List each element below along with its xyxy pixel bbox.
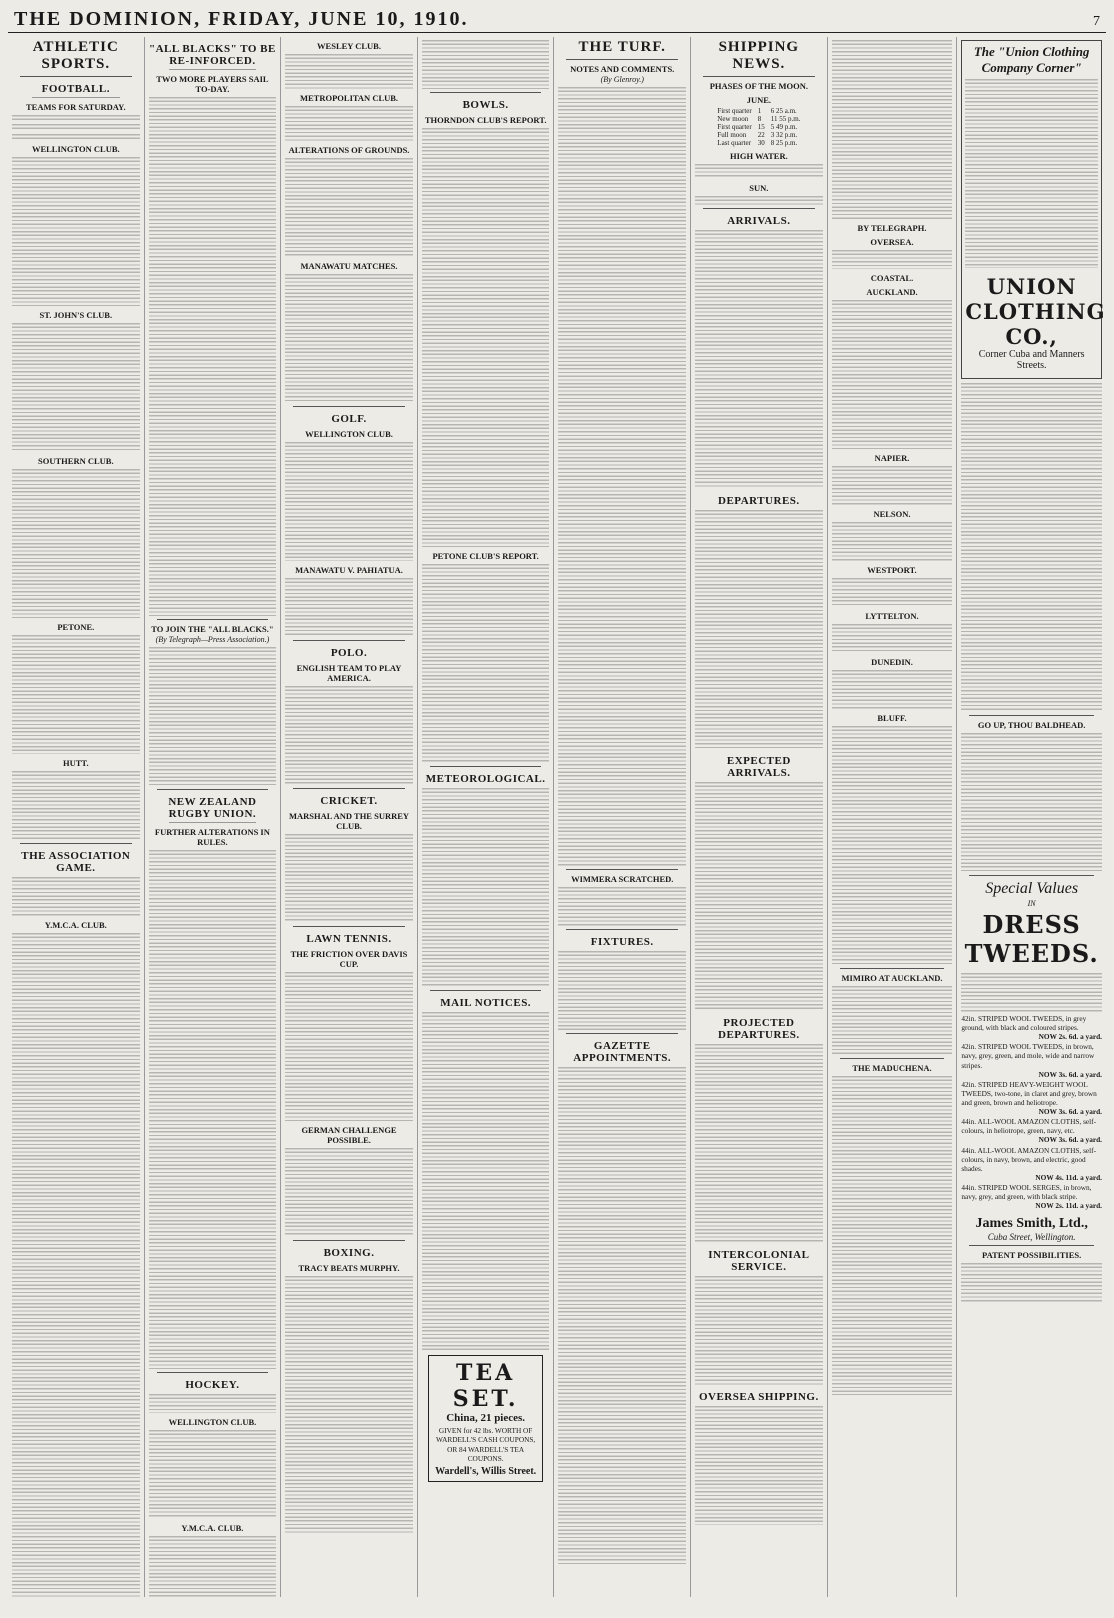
dateline: (By Telegraph—Press Association.) <box>155 635 270 644</box>
tweed-item <box>961 1042 1102 1078</box>
subheading: TEAMS FOR SATURDAY. <box>26 102 126 112</box>
subheading: THE ASSOCIATION GAME. <box>21 849 131 874</box>
column-shipping <box>691 37 828 1597</box>
article-heading: "ALL BLACKS" TO BE RE-INFORCED. <box>148 43 276 67</box>
column-sports-misc <box>281 37 418 1597</box>
club-heading: MANAWATU MATCHES. <box>300 261 398 271</box>
subheading: PHASES OF THE MOON. <box>709 81 808 91</box>
tweed-price: NOW 3s. 6d. a yard. <box>1038 1069 1102 1079</box>
tweed-list <box>961 1014 1102 1210</box>
moon-phase-day: 22 <box>757 131 765 139</box>
section-heading: THE TURF. <box>578 39 666 55</box>
moon-phase-day: 1 <box>757 107 762 115</box>
columns <box>8 37 1106 1597</box>
tea-set-text: GIVEN for 42 lbs. WORTH OF WARDELL'S CASH COUPONS, OR 84 WARDELL'S TEA COUPONS. <box>436 1426 536 1464</box>
article-heading: METEOROLOGICAL. <box>425 773 546 785</box>
tweed-description: 44in. ALL-WOOL AMAZON CLOTHS, self-colours, in navy, brown, and electric, good shades. <box>961 1145 1097 1173</box>
article-heading: GOLF. <box>331 413 367 425</box>
subheading: JUNE. <box>746 95 772 105</box>
tweed-price: NOW 2s. 11d. a yard. <box>1035 1201 1102 1211</box>
article-heading: THE MADUCHENA. <box>852 1063 932 1073</box>
tweed-description: 42in. STRIPED HEAVY-WEIGHT WOOL TWEEDS, two-tone, in claret and grey, brown and green, brown and heliotrope. <box>961 1079 1097 1107</box>
tweed-item <box>961 1117 1102 1144</box>
moon-phase-row <box>714 115 803 123</box>
moon-phase-phase: First quarter <box>717 107 752 115</box>
article-subheading: PETONE CLUB'S REPORT. <box>432 551 539 561</box>
moon-phase-row <box>714 131 803 139</box>
club-heading: SOUTHERN CLUB. <box>38 455 114 466</box>
subheading: FOOTBALL. <box>41 83 110 95</box>
article-subheading: NOTES AND COMMENTS. <box>570 64 675 74</box>
james-smith-name: James Smith, Ltd., <box>975 1216 1088 1232</box>
club-heading: MANAWATU V. PAHIATUA. <box>295 565 403 575</box>
special-values: Special Values <box>985 880 1079 897</box>
club-heading: PETONE. <box>57 621 95 632</box>
column-advertisements <box>957 37 1106 1597</box>
subheading: BY TELEGRAPH. <box>857 223 927 233</box>
masthead-title: THE DOMINION, FRIDAY, JUNE 10, 1910. <box>14 8 469 30</box>
advert-heading: GO UP, THOU BALDHEAD. <box>977 720 1086 730</box>
article-subheading: GERMAN CHALLENGE POSSIBLE. <box>301 1125 397 1145</box>
tweed-item <box>961 1146 1102 1182</box>
article-subheading: FURTHER ALTERATIONS IN RULES. <box>154 827 270 847</box>
club-heading: Y.M.C.A. CLUB. <box>181 1523 244 1533</box>
tea-set-title: TEA SET. <box>452 1360 519 1412</box>
moon-phases-table <box>714 107 803 147</box>
moon-phase-phase: Full moon <box>717 131 747 139</box>
subheading: ARRIVALS. <box>727 215 791 227</box>
club-heading: WESLEY CLUB. <box>317 41 381 51</box>
article-heading: HOCKEY. <box>185 1379 240 1391</box>
article-heading: GAZETTE APPOINTMENTS. <box>573 1040 672 1064</box>
subheading: WESTPORT. <box>867 565 917 575</box>
subheading: NAPIER. <box>874 453 910 463</box>
moon-phase-phase: First quarter <box>717 123 752 131</box>
newspaper-page <box>8 8 1106 1602</box>
club-heading: WELLINGTON CLUB. <box>305 429 393 439</box>
tweed-description: 42in. STRIPED WOOL TWEEDS, in brown, navy, grey, green, and mole, wide and narrow stripes. <box>961 1042 1095 1070</box>
subheading: SUN. <box>749 183 769 193</box>
page-number: 7 <box>1093 14 1100 29</box>
article-subheading: ENGLISH TEAM TO PLAY AMERICA. <box>296 663 402 683</box>
article-heading: LAWN TENNIS. <box>306 933 392 945</box>
subheading: NELSON. <box>873 509 911 519</box>
subheading: OVERSEA. <box>870 237 914 247</box>
article-heading: WIMMERA SCRATCHED. <box>571 874 674 884</box>
advert-heading: PATENT POSSIBILITIES. <box>982 1250 1082 1261</box>
column-athletic-sports <box>8 37 145 1597</box>
column-turf <box>554 37 691 1597</box>
moon-phase-phase: Last quarter <box>717 139 751 147</box>
moon-phase-time: 8 25 p.m. <box>770 139 798 147</box>
column-all-blacks <box>145 37 282 1597</box>
article-subheading: THE FRICTION OVER DAVIS CUP. <box>290 949 408 969</box>
moon-phase-row <box>714 107 803 115</box>
subheading: HIGH WATER. <box>729 151 788 161</box>
union-clothing-banner: UNION CLOTHING CO., <box>965 274 1106 349</box>
article-subheading: THORNDON CLUB'S REPORT. <box>424 115 547 125</box>
moon-phase-row <box>714 123 803 131</box>
section-heading: ATHLETIC SPORTS. <box>32 39 119 72</box>
moon-phase-day: 15 <box>757 123 765 131</box>
club-heading: ST. JOHN'S CLUB. <box>39 309 113 320</box>
subheading: EXPECTED ARRIVALS. <box>726 755 791 779</box>
subheading: COASTAL. <box>870 273 914 283</box>
article-heading: BOWLS. <box>462 99 509 111</box>
club-heading: WELLINGTON CLUB. <box>168 1417 257 1427</box>
moon-phase-time: 11 55 p.m. <box>770 115 801 123</box>
james-smith-address: Cuba Street, Wellington. <box>987 1232 1076 1243</box>
byline: (By Glenroy.) <box>600 75 644 84</box>
tea-set-china: China, 21 pieces. <box>446 1412 526 1424</box>
dress-tweeds-heading: DRESS TWEEDS. <box>964 910 1099 968</box>
article-subheading: MARSHAL AND THE SURREY CLUB. <box>289 811 410 831</box>
article-heading: CRICKET. <box>320 795 378 807</box>
article-heading: FIXTURES. <box>590 936 654 948</box>
masthead <box>8 8 1106 33</box>
section-heading: SHIPPING NEWS. <box>718 39 800 72</box>
subheading: INTERCOLONIAL SERVICE. <box>708 1249 810 1273</box>
union-clothing-address: Corner Cuba and Manners Streets. <box>978 349 1085 371</box>
club-heading: HUTT. <box>63 757 89 768</box>
tweed-price: NOW 4s. 11d. a yard. <box>1035 1172 1102 1182</box>
column-bowls <box>418 37 555 1597</box>
moon-phase-phase: New moon <box>717 115 749 123</box>
article-subheading: TRACY BEATS MURPHY. <box>298 1263 400 1273</box>
tweed-item <box>961 1183 1102 1210</box>
tea-set-store: Wardell's, Willis Street. <box>435 1465 537 1477</box>
tweed-description: 44in. ALL-WOOL AMAZON CLOTHS, self-colours, in heliotrope, green, navy, etc. <box>961 1117 1097 1136</box>
club-heading: Y.M.C.A. CLUB. <box>44 919 107 930</box>
column-shipping-telegraph <box>828 37 958 1597</box>
subheading: AUCKLAND. <box>866 287 918 297</box>
article-heading: TO JOIN THE "ALL BLACKS." <box>151 624 274 634</box>
club-heading: METROPOLITAN CLUB. <box>299 93 399 103</box>
subheading: DUNEDIN. <box>871 657 913 667</box>
tweed-price: NOW 3s. 6d. a yard. <box>1038 1107 1102 1117</box>
tweed-item <box>961 1080 1102 1116</box>
article-heading: NEW ZEALAND RUGBY UNION. <box>168 796 257 820</box>
special-in: IN <box>1027 899 1036 908</box>
union-clothing-advert <box>961 40 1106 379</box>
tweed-description: 44in. STRIPED WOOL SERGES, in brown, navy, grey, and green, with black stripe. <box>961 1182 1092 1202</box>
moon-phase-time: 3 32 p.m. <box>770 131 798 139</box>
subheading: OVERSEA SHIPPING. <box>698 1391 819 1403</box>
moon-phase-row <box>714 139 803 147</box>
article-heading: POLO. <box>330 647 368 659</box>
tweed-description: 42in. STRIPED WOOL TWEEDS, in grey ground, with black and coloured stripes. <box>961 1014 1087 1033</box>
article-heading: MIMIRO AT AUCKLAND. <box>841 973 943 983</box>
article-subheading: TWO MORE PLAYERS SAIL TO-DAY. <box>156 74 269 94</box>
tweed-price: NOW 3s. 6d. a yard. <box>1038 1135 1102 1145</box>
moon-phase-day: 30 <box>757 139 765 147</box>
union-clothing-title: The "Union Clothing Company Corner" <box>973 44 1090 75</box>
article-heading: MAIL NOTICES. <box>440 997 532 1009</box>
tea-set-advert <box>428 1355 544 1482</box>
subheading: PROJECTED DEPARTURES. <box>718 1017 800 1041</box>
tweed-item <box>961 1014 1102 1041</box>
subheading: BLUFF. <box>877 713 907 723</box>
moon-phase-time: 6 25 a.m. <box>770 107 797 115</box>
subheading: LYTTELTON. <box>865 611 919 621</box>
moon-phase-day: 8 <box>757 115 762 123</box>
club-heading: ALTERATIONS OF GROUNDS. <box>288 145 410 155</box>
tweed-price: NOW 2s. 6d. a yard. <box>1038 1032 1102 1042</box>
club-heading: WELLINGTON CLUB. <box>31 143 120 154</box>
article-heading: BOXING. <box>323 1247 375 1259</box>
subheading: DEPARTURES. <box>718 495 800 507</box>
moon-phase-time: 5 49 p.m. <box>770 123 798 131</box>
